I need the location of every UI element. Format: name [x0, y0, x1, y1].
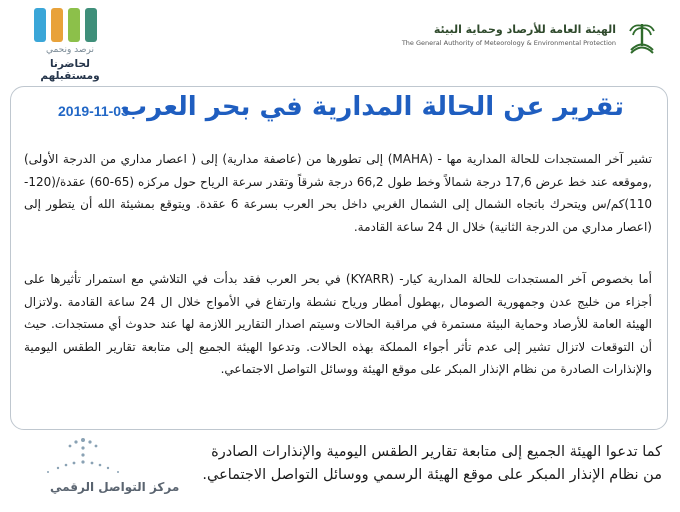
report-date: 2019-11-03	[58, 103, 129, 119]
palm-swords-emblem-icon	[624, 20, 660, 58]
digital-center-logo	[28, 432, 178, 504]
agency-logo	[370, 20, 660, 60]
report-paragraph-maha: تشير آخر المستجدات للحالة المدارية مها - (MAHA) إلى تطورها من (عاصفة مدارية) إلى ( اعصار مداري من الدرجة الأولى) ,وموقعه عند خط عرض 17,6 درجة شمالاً وخط طول 66,2 درجة شرقاً وتقدر سرعة الرياح حول مركزه (65-60) عقدة/(120-110)كم/س ويتحرك باتجاه الشمال إلى الشمال الغربي داخل بحر العرب بسرعة 6 عقدة. ويتوقع بمشيئة الله أن يتطور إلى (اعصار مداري من الدرجة الثانية) خلال ال 24 ساعة القادمة.	[24, 152, 653, 234]
slogan-logo	[20, 6, 120, 80]
report-paragraph-kyarr: أما بخصوص آخر المستجدات للحالة المدارية كيار- (KYARR) في بحر العرب فقد بدأت في التلاشي مع استمرار تأثيرها على أجزاء من خليج عدن وجمهورية الصومال ,بهطول أمطار ورياح نشطة وارتفاع في الأمواج خلال ال 24 ساعة القادمة .ولاتزال الهيئة العامة للأرصاد وحماية البيئة مستمرة في مراقبة الحالات وسيتم اصدار التقارير اللازمة لها عند حدوث أي مستجدات. حيث أن التوقعات لاتزال تشير إلى عدم تأثر أجواء المملكة بهذه الحالات. وتدعوا الهيئة الجميع إلى متابعة تقارير الطقس اليومية والإنذارات الصادرة من نظام الإنذار المبكر على موقع الهيئة ووسائل التواصل الاجتماعي.	[24, 272, 653, 376]
footer-text: كما تدعوا الهيئة الجميع إلى متابعة تقارير الطقس اليومية والإنذارات الصادرة من نظام الإنذار المبكر على موقع الهيئة الرسمي ووسائل التواصل الاجتماعي.	[202, 444, 662, 483]
report-title: تقرير عن الحالة المدارية في بحر العرب	[121, 92, 624, 122]
slogan-small: نرصد ونحمي	[45, 45, 95, 55]
stripes-logo-icon	[34, 6, 104, 42]
palm-dots-logo-icon	[28, 432, 138, 478]
agency-name-english: The General Authority of Meteorology & Environmental Protection	[401, 39, 616, 47]
digital-center-label: مركز التواصل الرقمي	[50, 480, 180, 494]
slogan-main: لحاضرنا ومستقبلهم	[40, 58, 100, 82]
agency-name-arabic: الهيئة العامة للأرصاد وحماية البيئة	[433, 23, 616, 36]
